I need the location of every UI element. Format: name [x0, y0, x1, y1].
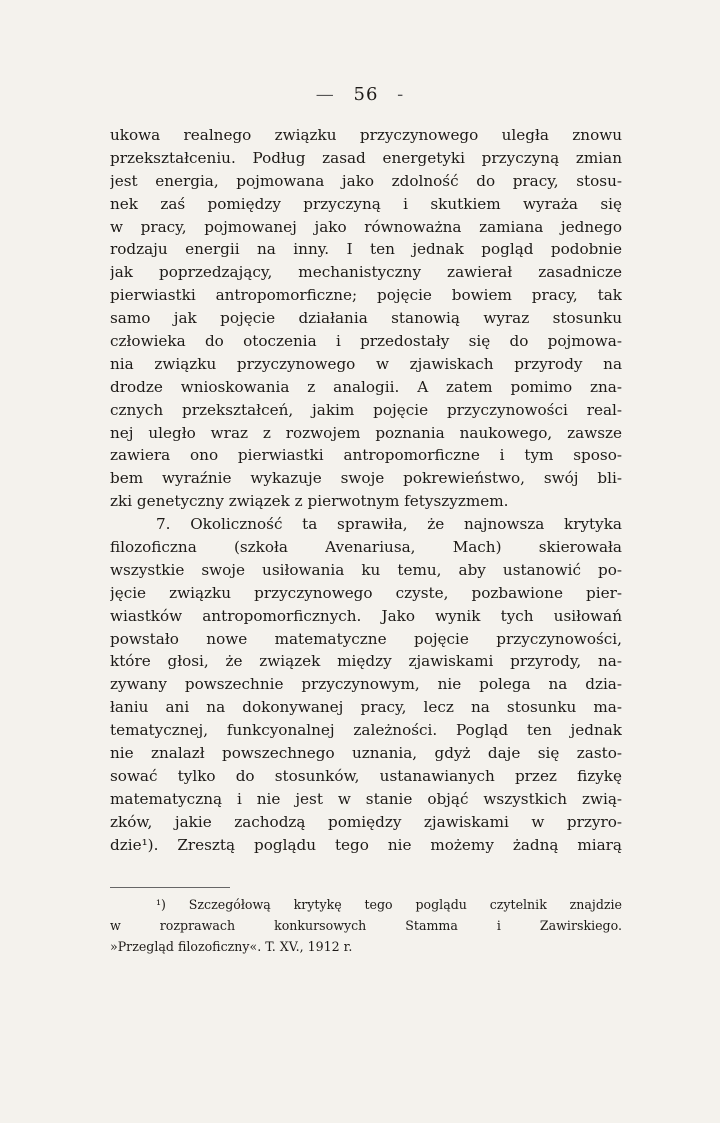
- text-line: w pracy, pojmowanej jako równoważna zamiana jednego: [110, 217, 622, 236]
- text-line: nej uległo wraz z rozwojem poznania naukowego, zawsze: [110, 423, 622, 442]
- text-line: człowieka do otoczenia i przedostały się do pojmowa-: [110, 332, 622, 351]
- text-line: bem wyraźnie wykazuje swoje pokrewieństwo, swój bli-: [110, 469, 622, 488]
- text-line: samo jak pojęcie działania stanowią wyraz stosunku: [110, 309, 622, 328]
- text-line: zawiera ono pierwiastki antropomorficzne i tym sposo-: [110, 446, 622, 465]
- page-number-dash-left: —: [315, 84, 335, 105]
- footnote-line: w rozprawach konkursowych Stamma i Zawirskiego.: [110, 918, 622, 933]
- text-line: łaniu ani na dokonywanej pracy, lecz na stosunku ma-: [110, 698, 622, 717]
- text-line: zków, jakie zachodzą pomiędzy zjawiskami w przyro-: [110, 812, 622, 831]
- text-line: drodze wnioskowania z analogii. A zatem pomimo zna-: [110, 377, 622, 396]
- page-number: 56: [353, 84, 379, 105]
- text-line: jęcie związku przyczynowego czyste, pozbawione pier-: [110, 583, 622, 602]
- text-line: nie znalazł powszechnego uznania, gdyż daje się zasto-: [110, 744, 622, 763]
- text-line: zki genetyczny związek z pierwotnym fetyszyzmem.: [110, 492, 509, 511]
- text-line: cznych przekształceń, jakim pojęcie przyczynowości real-: [110, 400, 622, 419]
- text-line: matematyczną i nie jest w stanie objąć wszystkich zwią-: [110, 789, 622, 808]
- text-line: tematycznej, funkcyonalnej zależności. Pogląd ten jednak: [110, 721, 622, 740]
- text-line: powstało nowe matematyczne pojęcie przyczynowości,: [110, 629, 622, 648]
- text-line: zywany powszechnie przyczynowym, nie polega na dzia-: [110, 675, 622, 694]
- body-text: [110, 124, 622, 857]
- text-line: jak poprzedzający, mechanistyczny zawierał zasadnicze: [110, 263, 622, 282]
- footnote-divider: [110, 887, 230, 888]
- text-line: rodzaju energii na inny. I ten jednak pogląd podobnie: [110, 240, 622, 259]
- text-line: dzie¹). Zresztą poglądu tego nie możemy żadną miarą: [110, 835, 622, 854]
- footnote-line: ¹) Szczegółową krytykę tego poglądu czytelnik znajdzie: [156, 897, 622, 912]
- text-line: nia związku przyczynowego w zjawiskach przyrody na: [110, 354, 622, 373]
- text-line: przekształceniu. Podług zasad energetyki przyczyną zmian: [110, 148, 622, 167]
- text-line: filozoficzna (szkoła Avenariusa, Mach) skierowała: [110, 538, 622, 557]
- page-number-dash-right: -: [397, 84, 405, 105]
- page-number-header: [0, 84, 720, 105]
- footnote-line: »Przegląd filozoficzny«. T. XV., 1912 r.: [110, 939, 353, 954]
- text-line: sować tylko do stosunków, ustanawianych przez fizykę: [110, 766, 622, 785]
- text-line: ukowa realnego związku przyczynowego uległa znowu: [110, 126, 622, 144]
- paragraph-7-start: 7. Okoliczność ta sprawiła, że najnowsza krytyka: [156, 515, 622, 534]
- text-line: jest energia, pojmowana jako zdolność do pracy, stosu-: [110, 171, 622, 190]
- text-line: nek zaś pomiędzy przyczyną i skutkiem wyraża się: [110, 194, 622, 213]
- footnotes: [110, 894, 622, 957]
- text-line: wiastków antropomorficznych. Jako wynik tych usiłowań: [110, 606, 622, 625]
- text-line: które głosi, że związek między zjawiskami przyrody, na-: [110, 652, 622, 671]
- text-line: wszystkie swoje usiłowania ku temu, aby ustanowić po-: [110, 560, 622, 579]
- text-line: pierwiastki antropomorficzne; pojęcie bowiem pracy, tak: [110, 286, 622, 305]
